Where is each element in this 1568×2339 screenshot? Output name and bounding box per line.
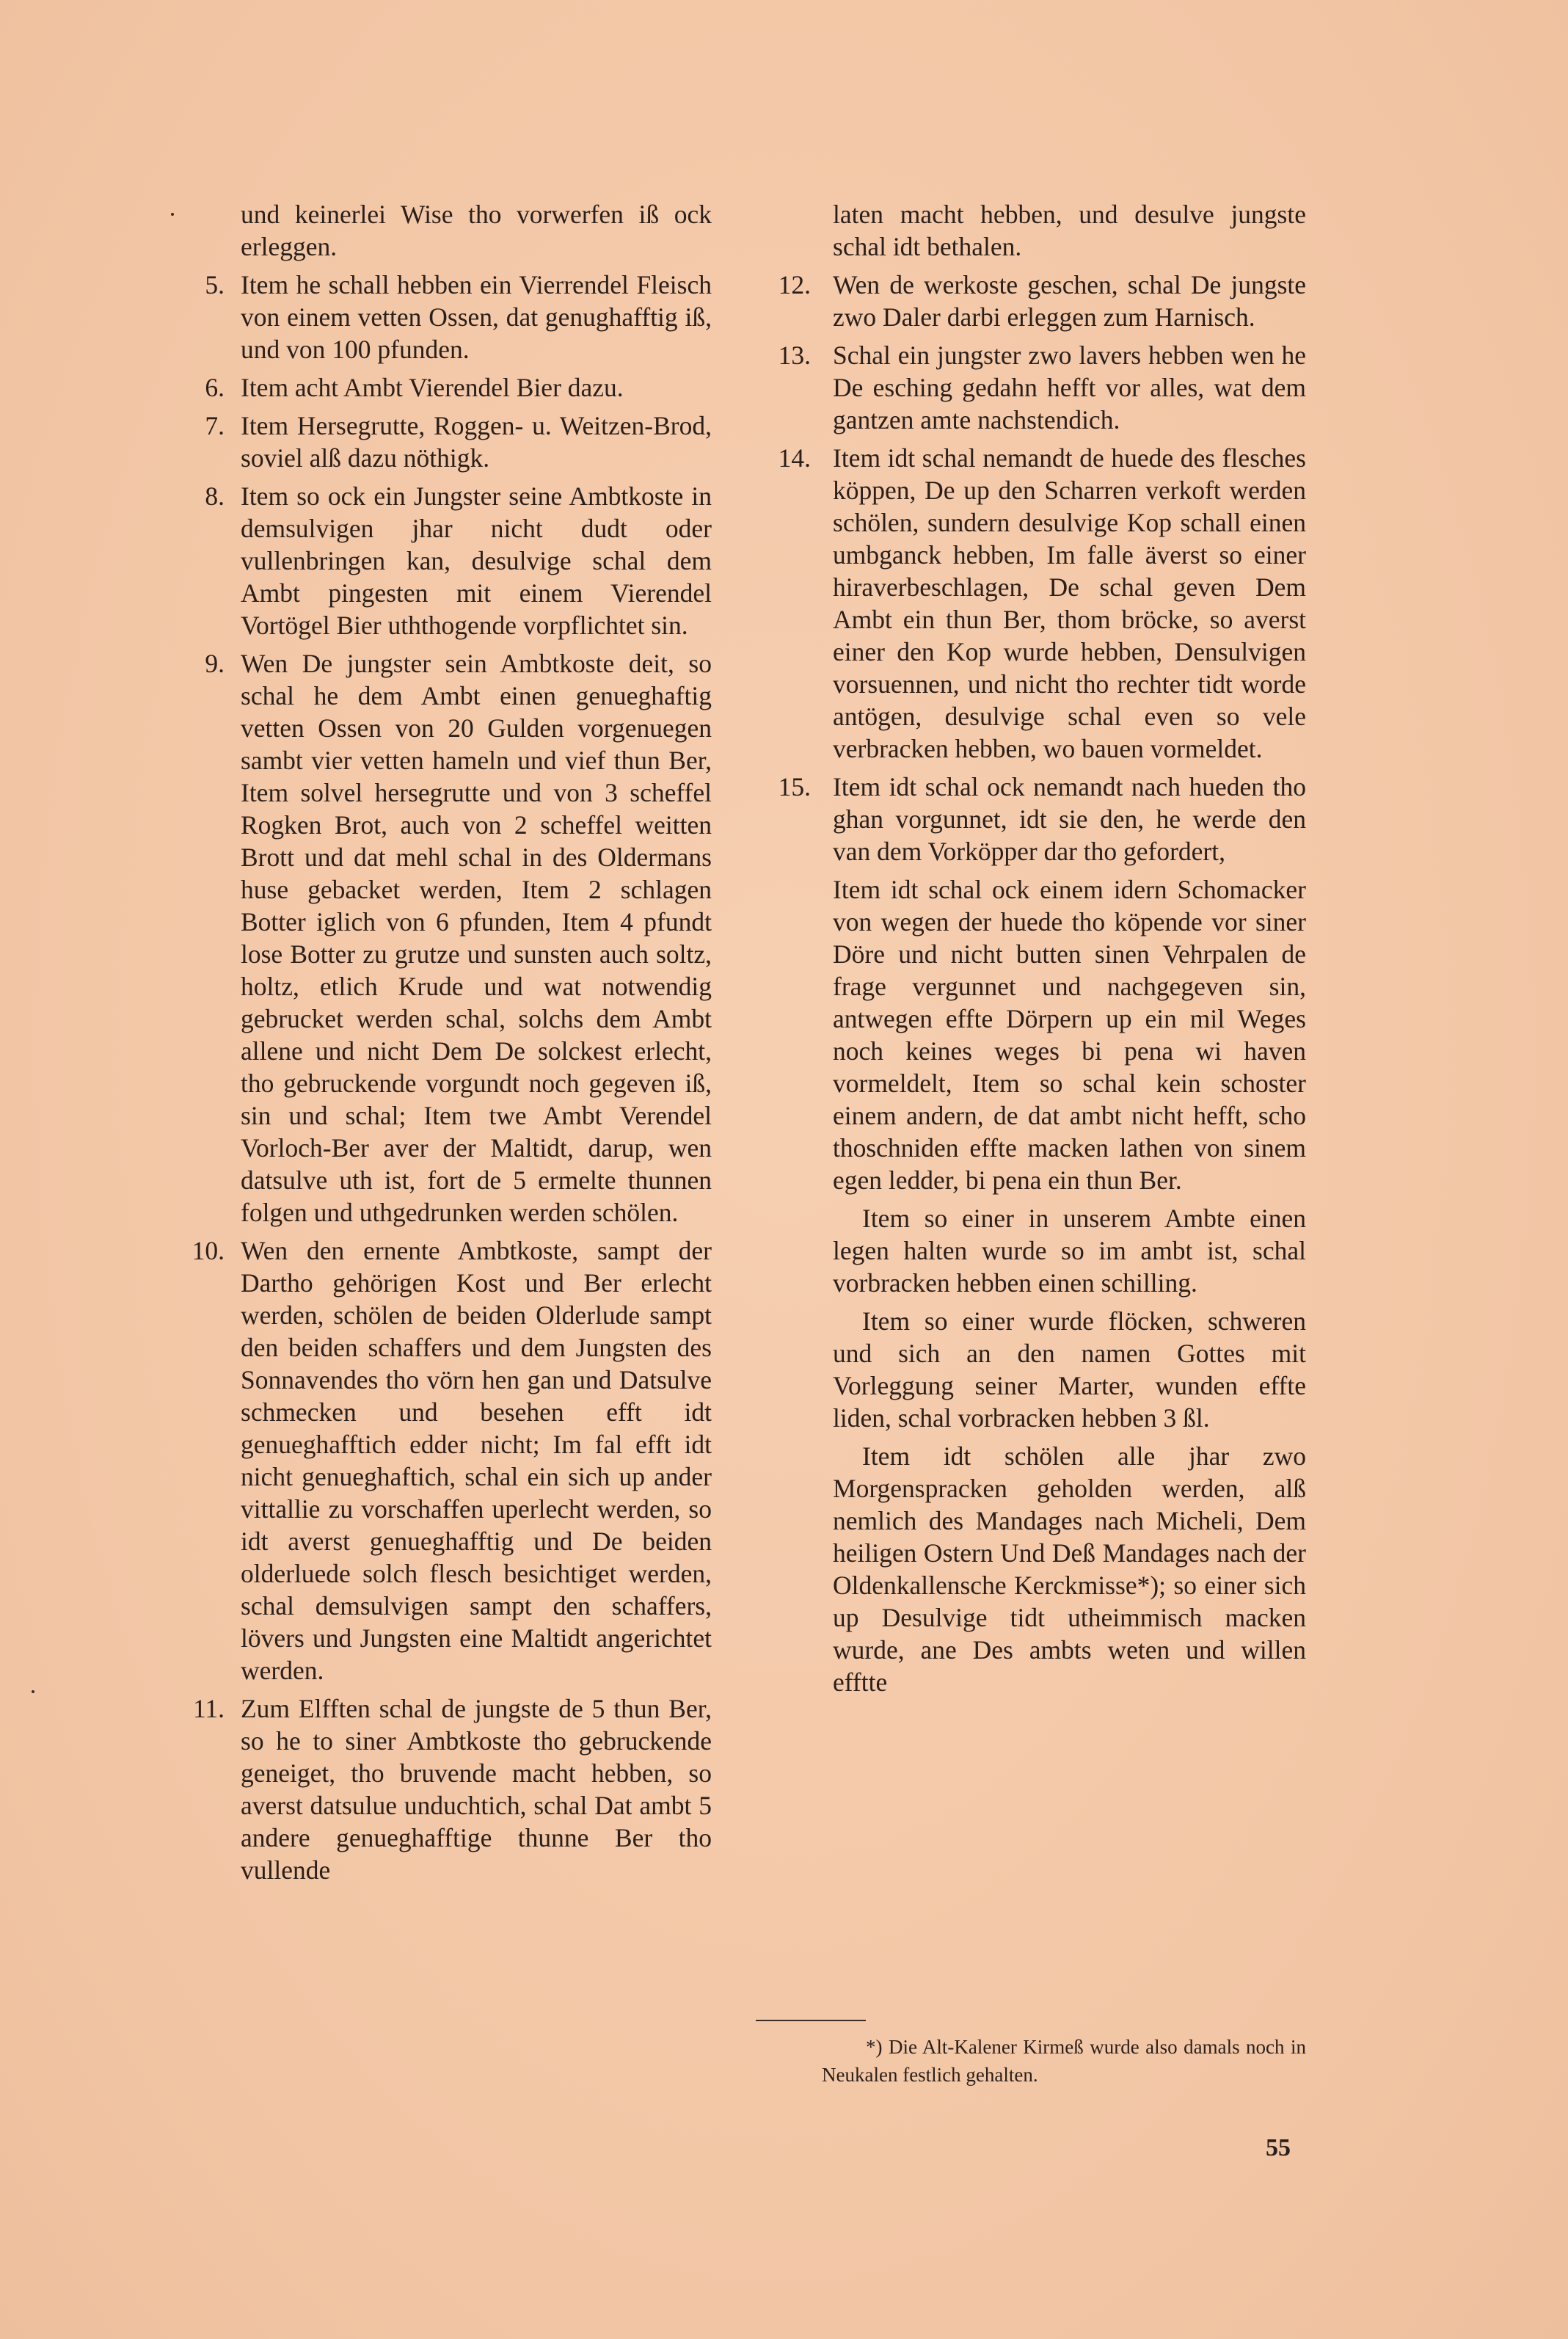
paragraph-number: 13. (778, 341, 811, 370)
paragraph-number: 14. (778, 443, 811, 473)
paper-speck (171, 213, 174, 216)
paragraph-number: 7. (205, 411, 225, 440)
paragraph-text: Schal ein jungster zwo lavers hebben wen he De esching gedahn hefft vor alles, wat dem gantzen amte nachstendich. (833, 341, 1306, 434)
paragraph-text: Item acht Ambt Vierendel Bier dazu. (241, 373, 624, 402)
paragraph-14 (759, 442, 1306, 765)
paragraph-11 (176, 1692, 712, 1886)
paragraph-text: Wen den ernente Ambtkoste, sampt der Dartho gehörigen Kost und Ber erlecht werden, schölen de beiden Olderlude sampt den beiden schaffers und dem Jungsten des Sonnavendes tho vörn hen gan und Datsulve schmecken und besehen efft idt genueghafftich edder nicht; Im fal efft idt nicht genueghaftich, schal ein sich up ander vittallie zu vorschaffen uperlecht werden, so idt averst genueghafftig und De beiden olderluede solch flesch besichtiget werden, schal demsulvigen sampt den schaffers, lövers und Jungsten eine Maltidt angerichtet werden. (241, 1236, 712, 1685)
paragraph-text: Item so ock ein Jungster seine Ambtkoste in demsulvigen jhar nicht dudt oder vullenbringen kan, desulvige schal dem Ambt pingesten mit einem Vierendel Vortögel Bier uththogende vorpflichtet sin. (241, 481, 712, 640)
paragraph-number: 8. (205, 481, 225, 511)
continuation-paragraph: Item idt schal ock einem idern Schomacker von wegen der huede tho köpende vor siner Döre und nicht butten sinen Vehrpalen de frage vergunnet und nachgegeven sin, antwegen effte Dörpern up ein mil Weges noch keines weges bi pena wi haven vormeldelt, Item so schal kein schoster einem andern, de dat ambt nicht hefft, scho thoschniden effte macken lathen von sinem egen ledder, bi pena ein thun Ber. (833, 875, 1306, 1195)
continuation-paragraph: Item so einer wurde flöcken, schweren und sich an den namen Gottes mit Vorleggung seiner Marter, wunden effte liden, schal vorbracken hebben 3 ßl. (833, 1306, 1306, 1433)
paragraph-number: 5. (205, 270, 225, 299)
paragraph-text: Wen de werkoste geschen, schal De jungste zwo Daler darbi erleggen zum Harnisch. (833, 270, 1306, 332)
paragraph-number: 15. (778, 772, 811, 801)
paragraph-number: 9. (205, 649, 225, 678)
paragraph-6 (176, 371, 712, 404)
paragraph-8 (176, 480, 712, 641)
paragraph-number: 6. (205, 373, 225, 402)
paragraph-text: Item Hersegrutte, Roggen- u. Weitzen-Brod, soviel alß dazu nöthigk. (241, 411, 712, 473)
paragraph-text: Item he schall hebben ein Vierrendel Fleisch von einem vetten Ossen, dat genughafftig iß, und von 100 pfunden. (241, 270, 712, 364)
paragraph-7 (176, 410, 712, 474)
paragraph-9 (176, 647, 712, 1229)
paragraph-number: 10. (192, 1236, 225, 1265)
paragraph-13 (759, 339, 1306, 436)
continuation-paragraph: Item idt schölen alle jhar zwo Morgenspracken geholden werden, alß nemlich des Mandages nach Micheli, Dem heiligen Ostern Und Deß Mandages nach der Oldenkallensche Kerckmisse*); so einer sich up Desulvige tidt utheimmisch macken wurde, ane Des ambts weten und willen efftte (833, 1441, 1306, 1697)
paragraph-5 (176, 269, 712, 365)
paragraph-number: 12. (778, 270, 811, 299)
paragraph-text: Item idt schal nemandt de huede des flesches köppen, De up den Scharren verkoft werden schölen, sundern desulvige Kop schall einen umbganck hebben, Im falle äverst so einer hiraverbeschlagen, De schal geven Dem Ambt ein thun Ber, thom bröcke, so averst einer den Kop wurde hebben, Densulvigen vorsuennen, und nicht tho rechter tidt worde antögen, desulvige schal even so vele verbracken hebben, wo bauen vormeldet. (833, 443, 1306, 763)
right-intro: laten macht hebben, und desulve jungste schal idt bethalen. (833, 200, 1306, 261)
paragraph-number: 11. (192, 1694, 225, 1723)
left-column (176, 198, 712, 1892)
paragraph-text: Zum Elfften schal de jungste de 5 thun Ber, so he to siner Ambtkoste tho gebruckende geneiget, tho bruvende macht hebben, so averst datsulue unduchtich, schal Dat ambt 5 andere genueghafftige thunne Ber tho vullende (241, 1694, 712, 1885)
paper-speck (32, 1690, 34, 1693)
page-number: 55 (1266, 2134, 1291, 2161)
continuation-paragraph: Item so einer in unserem Ambte einen legen halten wurde so im ambt ist, schal vorbracken hebben einen schilling. (833, 1204, 1306, 1298)
paragraph-15 (759, 771, 1306, 867)
left-intro: und keinerlei Wise tho vorwerfen iß ock erleggen. (241, 200, 712, 261)
paragraph-12 (759, 269, 1306, 333)
footnote: *) Die Alt-Kalener Kirmeß wurde also damals noch in Neukalen festlich gehalten. (822, 2036, 1306, 2086)
right-column (759, 198, 1306, 1704)
paragraph-text: Wen De jungster sein Ambtkoste deit, so schal he dem Ambt einen genueghaftig vetten Ossen von 20 Gulden vorgenuegen sambt vier vetten hameln und vief thun Ber, Item solvel hersegrutte und von 3 scheffel Rogken Brot, auch von 2 scheffel weitten Brott und dat mehl schal in des Oldermans huse gebacket werden, Item 2 schlagen Botter iglich von 6 pfunden, Item 4 pfundt lose Botter zu grutze und sunsten auch soltz, holtz, etlich Krude und wat notwendig gebrucket werden schal, solchs dem Ambt allene und nicht Dem De solckest erlecht, tho gebruckende vorgundt noch gegeven iß, sin und schal; Item twe Ambt Verendel Vorloch-Ber aver der Maltidt, darup, wen datsulve uth ist, fort de 5 ermelte thunnen folgen und uthgedrunken werden schölen. (241, 649, 712, 1227)
paragraph-text: Item idt schal ock nemandt nach hueden tho ghan vorgunnet, idt sie den, he werde den van dem Vorköpper dar tho gefordert, (833, 772, 1306, 866)
footnote-rule (756, 2020, 866, 2021)
paragraph-10 (176, 1234, 712, 1687)
